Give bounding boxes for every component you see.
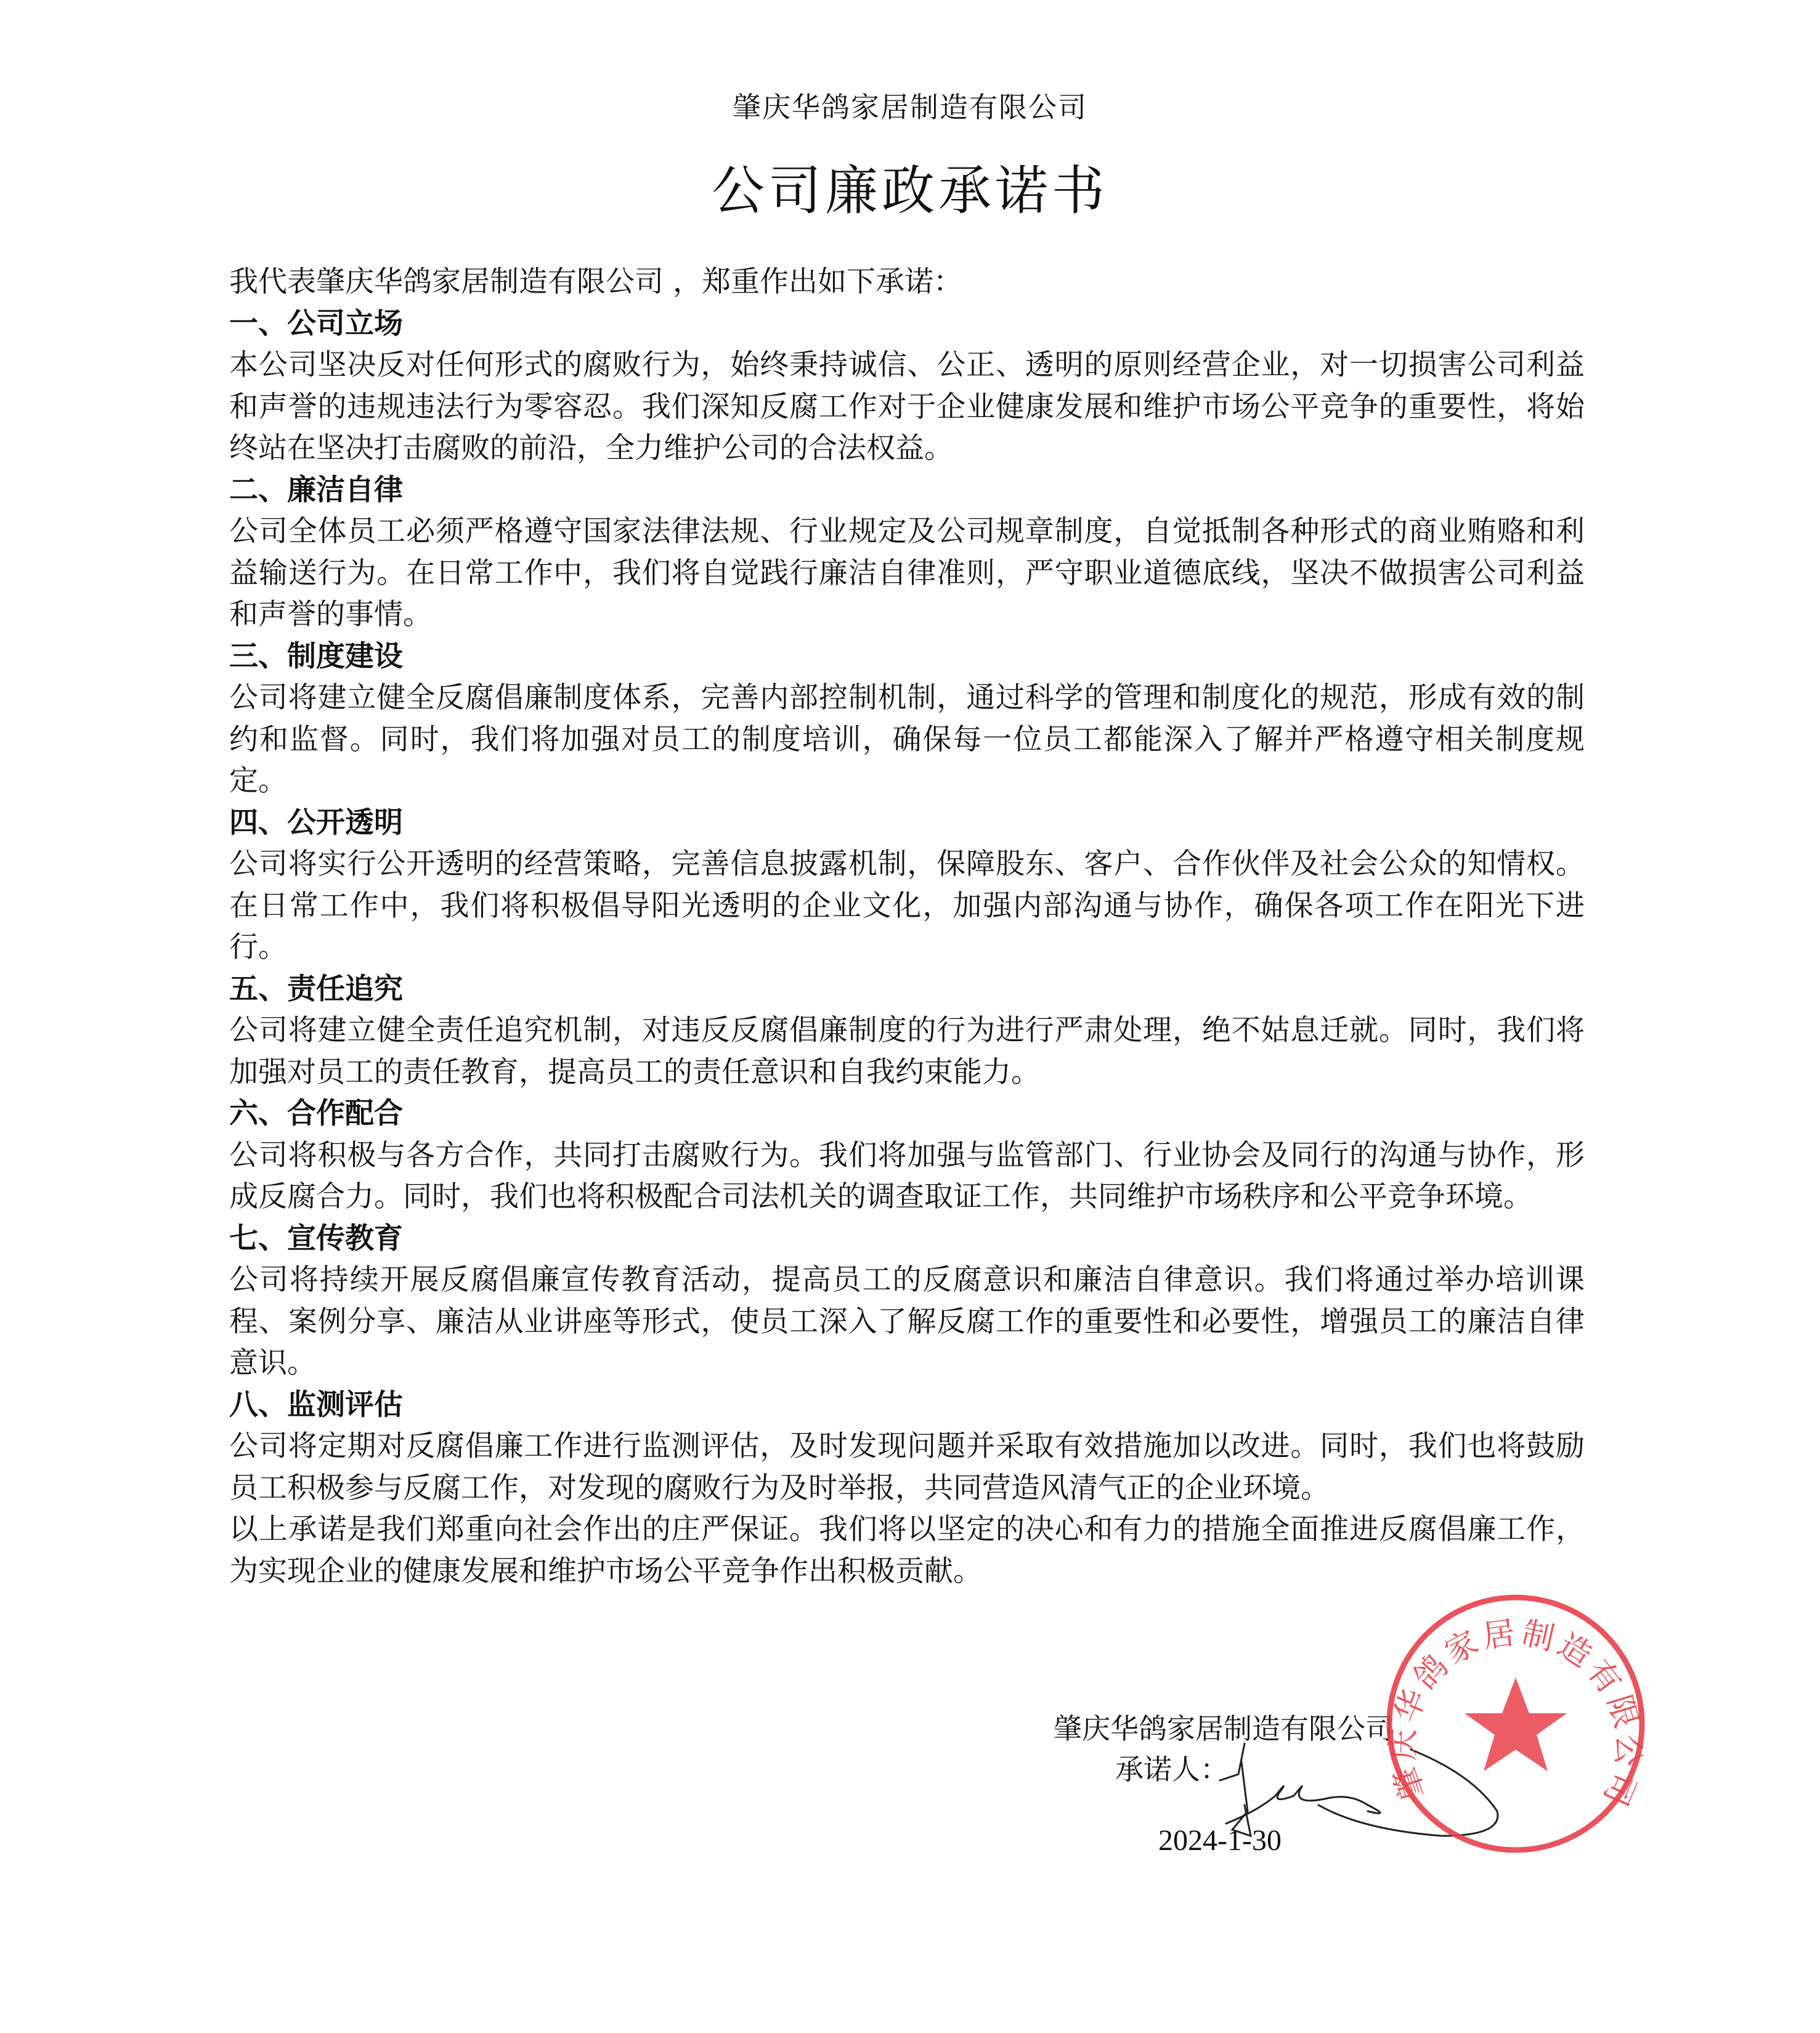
closing-paragraph: 以上承诺是我们郑重向社会作出的庄严保证。我们将以坚定的决心和有力的措施全面推进反腐倡廉工作，为实现企业的健康发展和维护市场公平竞争作出积极贡献。	[229, 1512, 1585, 1588]
seal-text-path: 肇庆华鸽家居制造有限公司	[1384, 1614, 1647, 1814]
section-heading-2: 二、廉洁自律	[229, 473, 403, 507]
company-header: 肇庆华鸽家居制造有限公司	[733, 91, 1087, 124]
signature-company: 肇庆华鸽家居制造有限公司	[1054, 1712, 1394, 1745]
section-heading-6: 六、合作配合	[229, 1097, 403, 1130]
company-seal-stamp	[1383, 1591, 1648, 1856]
section-text-1: 本公司坚决反对任何形式的腐败行为，始终秉持诚信、公正、透明的原则经营企业，对一切损害公司利益和声誉的违规违法行为零容忍。我们深知反腐工作对于企业健康发展和维护市场公平竞争的重要性，将始终站在坚决打击腐败的前沿，全力维护公司的合法权益。	[229, 348, 1585, 465]
intro-paragraph: 我代表肇庆华鸽家居制造有限公司 ，郑重作出如下承诺：	[229, 265, 962, 299]
section-heading-5: 五、责任追究	[229, 972, 403, 1006]
section-text-6: 公司将积极与各方合作，共同打击腐败行为。我们将加强与监管部门、行业协会及同行的沟通与协作，形成反腐合力。同时，我们也将积极配合司法机关的调查取证工作，共同维护市场秩序和公平竞争环境。	[229, 1138, 1585, 1214]
signature-date: 2024-1-30	[1158, 1824, 1282, 1857]
section-text-4: 公司将实行公开透明的经营策略，完善信息披露机制，保障股东、客户、合作伙伴及社会公众的知情权。在日常工作中，我们将积极倡导阳光透明的企业文化，加强内部沟通与协作，确保各项工作在阳光下进行。	[229, 847, 1585, 964]
section-text-7: 公司将持续开展反腐倡廉宣传教育活动，提高员工的反腐意识和廉洁自律意识。我们将通过举办培训课程、案例分享、廉洁从业讲座等形式，使员工深入了解反腐工作的重要性和必要性，增强员工的廉洁自律意识。	[229, 1263, 1585, 1380]
section-heading-1: 一、公司立场	[229, 306, 403, 341]
section-text-2: 公司全体员工必须严格遵守国家法律法规、行业规定及公司规章制度，自觉抵制各种形式的商业贿赂和利益输送行为。在日常工作中，我们将自觉践行廉洁自律准则，严守职业道德底线，坚决不做损害公司利益和声誉的事情。	[229, 514, 1585, 631]
section-heading-4: 四、公开透明	[229, 805, 403, 840]
section-heading-8: 八、监测评估	[229, 1387, 403, 1422]
section-text-8: 公司将定期对反腐倡廉工作进行监测评估，及时发现问题并采取有效措施加以改进。同时，我们也将鼓励员工积极参与反腐工作，对发现的腐败行为及时举报，共同营造风清气正的企业环境。	[229, 1429, 1585, 1505]
document-body	[229, 261, 1585, 1592]
document-title: 公司廉政承诺书	[712, 160, 1108, 222]
section-heading-7: 七、宣传教育	[229, 1221, 403, 1256]
promisor-label: 承诺人：	[1115, 1753, 1229, 1786]
section-text-5: 公司将建立健全责任追究机制，对违反反腐倡廉制度的行为进行严肃处理，绝不姑息迁就。同时，我们将加强对员工的责任教育，提高员工的责任意识和自我约束能力。	[229, 1013, 1585, 1089]
section-heading-3: 三、制度建设	[229, 639, 403, 673]
section-text-3: 公司将建立健全反腐倡廉制度体系，完善内部控制机制，通过科学的管理和制度化的规范，形成有效的制约和监督。同时，我们将加强对员工的制度培训，确保每一位员工都能深入了解并严格遵守相关制度规定。	[229, 681, 1585, 798]
star-icon	[1465, 1678, 1567, 1771]
